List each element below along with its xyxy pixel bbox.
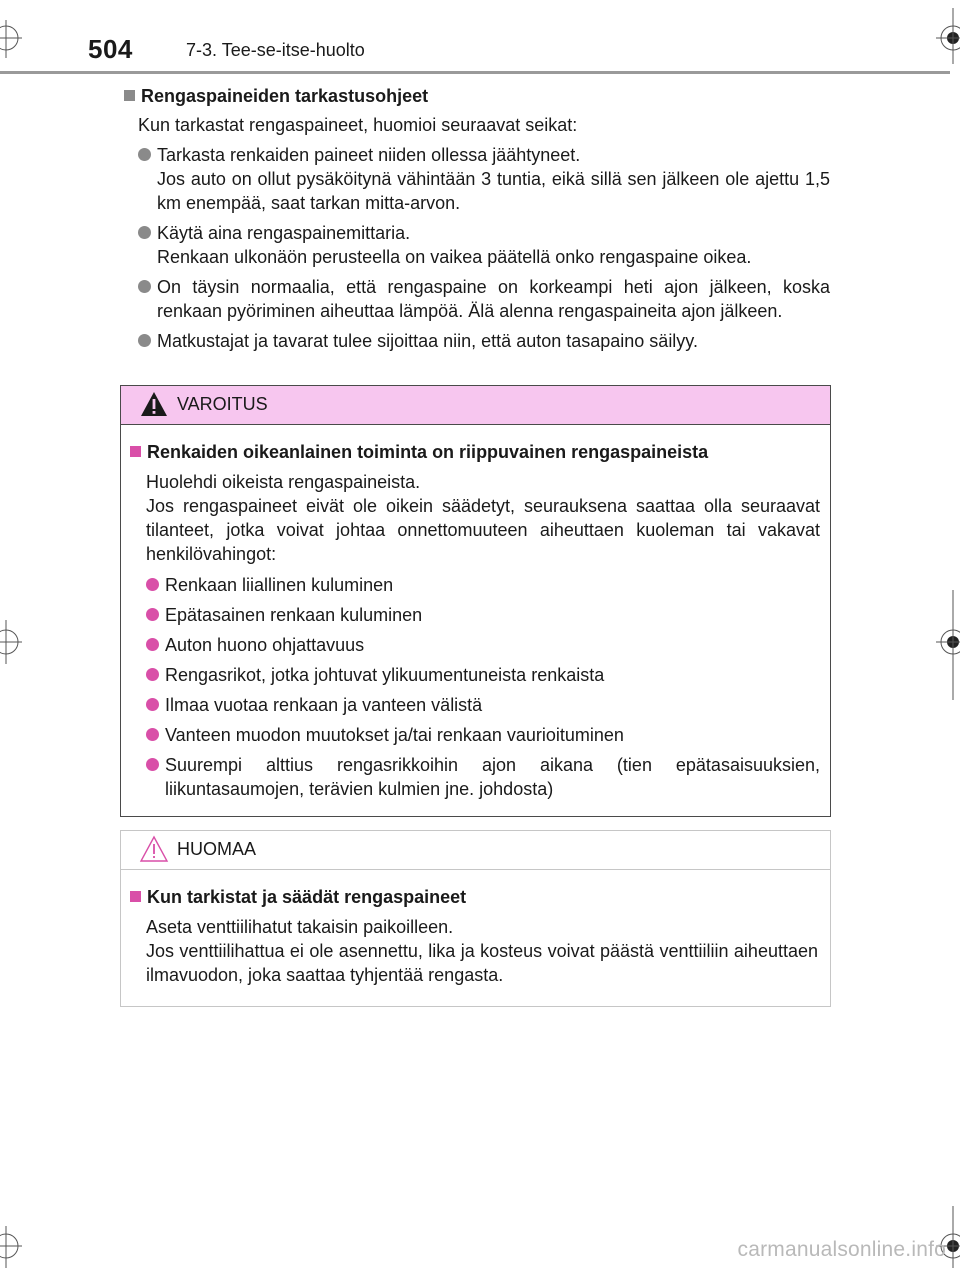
round-bullet-icon <box>138 148 151 161</box>
intro-heading <box>124 84 830 108</box>
square-bullet-icon <box>130 891 141 902</box>
warning-heading-text: Renkaiden oikeanlainen toiminta on riippuvainen rengaspaineista <box>147 442 709 462</box>
bullet-line: On täysin normaalia, että rengaspaine on korkeampi heti ajon jälkeen, koska renkaan pyöriminen aiheuttaa lämpöä. Älä alenna rengaspaineita ajon jälkeen. <box>157 277 830 321</box>
warning-header <box>121 386 830 425</box>
notice-header <box>121 831 830 870</box>
notice-heading <box>130 885 818 909</box>
caution-triangle-icon <box>139 835 169 863</box>
warning-line: Huolehdi oikeista rengaspaineista. <box>146 472 421 492</box>
intro-section <box>124 84 830 353</box>
round-bullet-icon <box>138 226 151 239</box>
round-bullet-icon <box>146 758 159 771</box>
bullet-line: Renkaan ulkonäön perusteella on vaikea päätellä onko rengaspaine oikea. <box>157 247 752 267</box>
warning-box <box>120 385 831 817</box>
warning-line: Jos rengaspaineet eivät ole oikein säädetyt, seurauksena saattaa olla seuraavat tilanteet, jotka voivat johtaa onnettomuuteen aiheuttaen kuoleman tai vakavat henkilövahingot: <box>146 496 820 564</box>
header-rule <box>0 71 950 74</box>
list-item: Auton huono ohjattavuus <box>146 633 820 657</box>
round-bullet-icon <box>146 728 159 741</box>
warning-item-list <box>146 573 820 801</box>
list-item: Epätasainen renkaan kuluminen <box>146 603 820 627</box>
round-bullet-icon <box>138 280 151 293</box>
bullet-line: Käytä aina rengaspainemittaria. <box>157 223 411 243</box>
notice-line: Jos venttiilihattua ei ole asennettu, lika ja kosteus voivat päästä venttiiliin aiheuttaen ilmavuodon, joka saattaa tyhjentää rengasta. <box>146 941 818 985</box>
warning-triangle-icon <box>139 390 169 418</box>
registration-mark-mid-left <box>0 612 30 672</box>
list-item: Ilmaa vuotaa renkaan ja vanteen välistä <box>146 693 820 717</box>
round-bullet-icon <box>146 698 159 711</box>
round-bullet-icon <box>138 334 151 347</box>
notice-line: Aseta venttiilihatut takaisin paikoilleen. <box>146 917 454 937</box>
square-bullet-icon <box>124 90 135 101</box>
intro-bullet-list <box>138 143 830 353</box>
list-item: Suurempi alttius rengasrikkoihin ajon aikana (tien epätasaisuuksien, liikuntasaumojen, terävien kulmien jne. johdosta) <box>146 753 820 801</box>
round-bullet-icon <box>146 608 159 621</box>
section-title: 7-3. Tee-se-itse-huolto <box>186 40 365 60</box>
registration-mark-top-right <box>928 8 960 64</box>
registration-mark-top-left <box>0 20 30 60</box>
warning-title: VAROITUS <box>177 394 268 414</box>
round-bullet-icon <box>146 578 159 591</box>
registration-mark-bottom-left <box>0 1226 30 1268</box>
list-item <box>138 275 830 323</box>
notice-title: HUOMAA <box>177 839 257 859</box>
page-number: 504 <box>88 34 133 64</box>
registration-mark-mid-right <box>928 590 960 700</box>
list-item: Renkaan liiallinen kuluminen <box>146 573 820 597</box>
intro-lead: Kun tarkastat rengaspaineet, huomioi seuraavat seikat: <box>138 115 578 135</box>
list-item: Rengasrikot, jotka johtuvat ylikuumentuneista renkaista <box>146 663 820 687</box>
bullet-line: Jos auto on ollut pysäköitynä vähintään 3 tuntia, eikä sillä sen jälkeen ole ajettu 1,5 km enempää, saat tarkan mitta-arvon. <box>157 169 830 213</box>
list-item <box>138 221 830 269</box>
round-bullet-icon <box>146 668 159 681</box>
square-bullet-icon <box>130 446 141 457</box>
bullet-line: Tarkasta renkaiden paineet niiden ollessa jäähtyneet. <box>157 145 581 165</box>
list-item <box>138 143 830 215</box>
notice-heading-text: Kun tarkistat ja säädät rengaspaineet <box>147 887 467 907</box>
list-item <box>138 329 830 353</box>
watermark: carmanualsonline.info <box>737 1238 946 1261</box>
round-bullet-icon <box>146 638 159 651</box>
list-item: Vanteen muodon muutokset ja/tai renkaan vaurioituminen <box>146 723 820 747</box>
notice-box <box>120 830 831 1007</box>
warning-heading <box>130 440 820 464</box>
bullet-line: Matkustajat ja tavarat tulee sijoittaa niin, että auton tasapaino säilyy. <box>157 331 698 351</box>
intro-heading-text: Rengaspaineiden tarkastusohjeet <box>141 86 429 106</box>
